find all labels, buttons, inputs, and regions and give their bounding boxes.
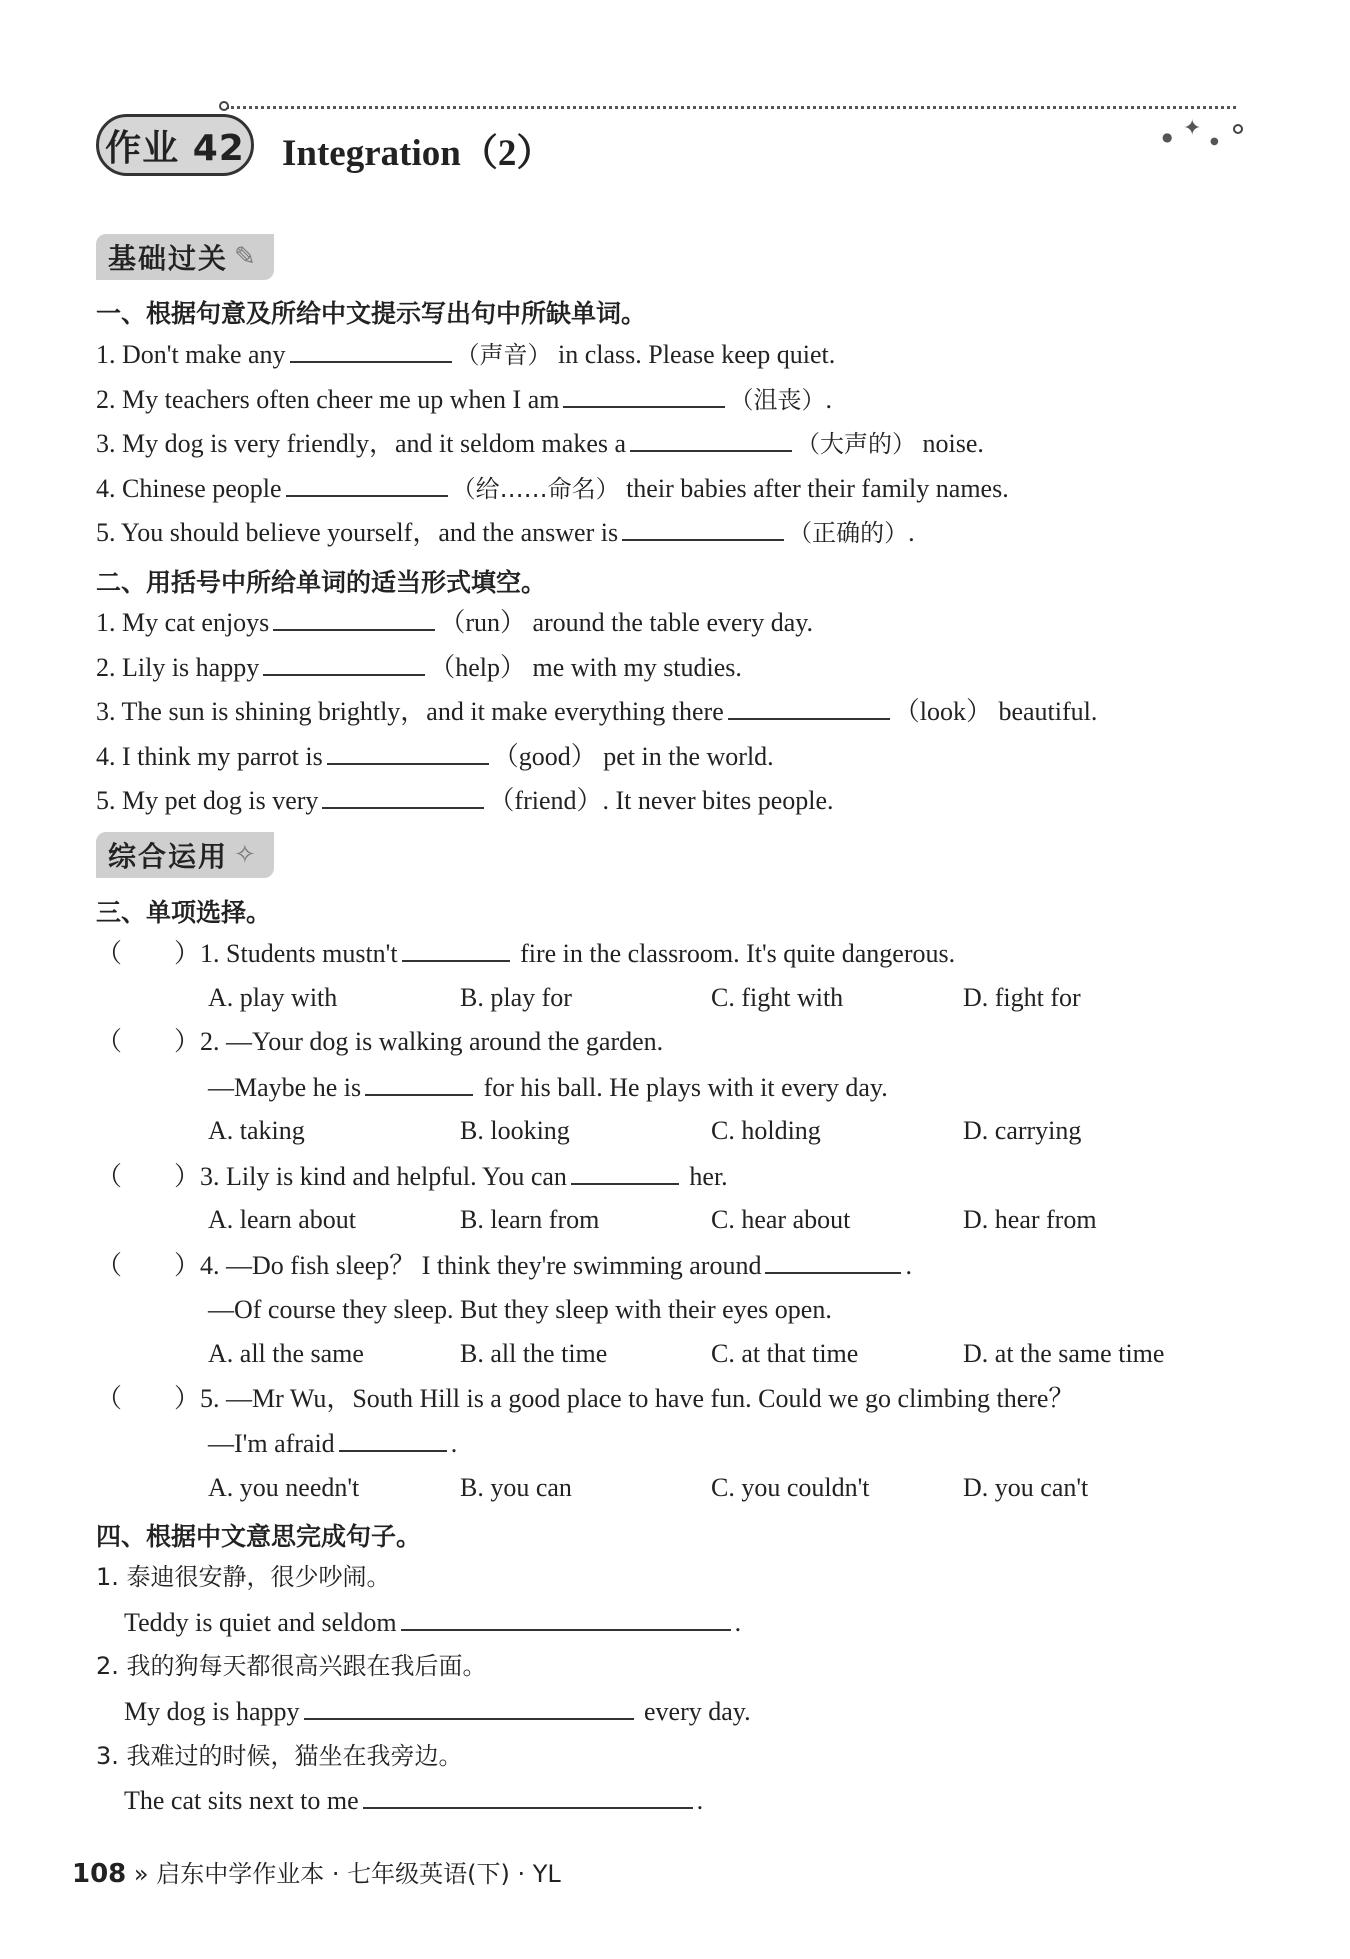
option-d[interactable]: D. at the same time <box>963 1339 1165 1368</box>
answer-blank[interactable] <box>401 1605 731 1631</box>
option-c[interactable]: C. at that time <box>711 1339 859 1368</box>
mc-question <box>96 936 955 971</box>
item-text: （run） around the table every day. <box>439 608 814 637</box>
sentence-text: . <box>734 1608 742 1637</box>
item-text: 5. My pet dog is very <box>96 786 319 815</box>
header-ring-right <box>1233 124 1243 134</box>
item-text: . <box>825 385 832 414</box>
question-number: ）2. <box>174 1027 220 1056</box>
answer-blank[interactable] <box>365 1070 473 1096</box>
item-hint: （给……命名） <box>451 475 620 503</box>
question-number: ）4. <box>174 1251 220 1280</box>
sentence-text: The cat sits next to me <box>124 1786 359 1815</box>
mc-question-line <box>208 1426 457 1461</box>
question-text: . <box>905 1251 912 1280</box>
answer-blank[interactable] <box>339 1426 447 1452</box>
option-b[interactable]: B. you can <box>460 1473 572 1502</box>
section-label: 基础过关 <box>108 242 229 275</box>
option-d[interactable]: D. carrying <box>963 1116 1082 1145</box>
sentence-text: . <box>696 1786 704 1815</box>
answer-blank[interactable] <box>290 337 452 363</box>
section-label: 综合运用 <box>108 840 229 873</box>
part1-heading: 一、根据句意及所给中文提示写出句中所缺单词。 <box>96 299 647 328</box>
option-d[interactable]: D. hear from <box>963 1205 1097 1234</box>
sentence-text: Teddy is quiet and seldom <box>124 1608 397 1637</box>
question-number: ）1. <box>174 939 220 968</box>
option-c[interactable]: C. hear about <box>711 1205 851 1234</box>
item-text: 1. My cat enjoys <box>96 608 270 637</box>
option-a[interactable]: A. taking <box>208 1116 305 1145</box>
part4-heading: 四、根据中文意思完成句子。 <box>96 1522 422 1551</box>
answer-blank[interactable] <box>304 1694 634 1720</box>
answer-blank[interactable] <box>765 1248 901 1274</box>
part4-chinese: 3. 我难过的时候，猫坐在我旁边。 <box>96 1742 463 1770</box>
page-title: Integration（2） <box>282 133 554 174</box>
answer-paren[interactable]: （ <box>96 1162 123 1191</box>
answer-blank[interactable] <box>571 1159 679 1185</box>
mc-question <box>96 1382 1074 1416</box>
item-text: . <box>908 518 915 547</box>
part1-item <box>96 382 832 417</box>
question-number: ）5. <box>174 1384 220 1413</box>
part1-item <box>96 426 984 461</box>
part2-item <box>96 739 774 774</box>
dot-icon: ● <box>1162 130 1173 144</box>
item-text: （help） me with my studies. <box>429 653 742 682</box>
part1-item <box>96 515 915 550</box>
question-text: —I'm afraid <box>208 1429 335 1458</box>
option-a[interactable]: A. you needn't <box>208 1473 360 1502</box>
part4-sentence <box>124 1694 751 1729</box>
option-d[interactable]: D. fight for <box>963 983 1081 1012</box>
option-a[interactable]: A. learn about <box>208 1205 357 1234</box>
page-footer <box>72 1854 561 1889</box>
header-dotted-line <box>226 106 1236 109</box>
item-text: 4. Chinese people <box>96 474 282 503</box>
question-number: ）3. <box>174 1162 220 1191</box>
question-text: —Of course they sleep. But they sleep with their eyes open. <box>208 1295 832 1324</box>
part4-sentence <box>124 1605 741 1640</box>
option-c[interactable]: C. you couldn't <box>711 1473 870 1502</box>
item-hint: （声音） <box>455 341 552 369</box>
section-tab-comprehensive <box>96 832 274 878</box>
page-number: 108 <box>72 1859 127 1889</box>
part3-heading: 三、单项选择。 <box>96 898 272 927</box>
question-text: Lily is kind and helpful. You can <box>226 1162 567 1191</box>
question-text: fire in the classroom. It's quite dangerous. <box>520 939 956 968</box>
item-text: noise. <box>916 429 984 458</box>
header-ring-left <box>219 101 229 111</box>
part4-chinese: 2. 我的狗每天都很高兴跟在我后面。 <box>96 1652 487 1680</box>
item-text: 4. I think my parrot is <box>96 742 323 771</box>
sparkle-icon: ✦ <box>1183 116 1202 141</box>
item-text: 3. My dog is very friendly，and it seldom makes a <box>96 429 627 458</box>
item-text: （friend）. It never bites people. <box>488 786 834 815</box>
part2-item <box>96 650 742 685</box>
item-text: 1. Don't make any <box>96 340 286 369</box>
part4-sentence <box>124 1783 703 1818</box>
part1-item <box>96 471 1009 506</box>
part2-item <box>96 605 813 640</box>
sentence-text: My dog is happy <box>124 1697 300 1726</box>
pencil-icon: ✎ <box>234 242 256 272</box>
item-text: （good） pet in the world. <box>492 742 774 771</box>
answer-paren[interactable]: （ <box>96 1027 123 1056</box>
option-c[interactable]: C. holding <box>711 1116 821 1145</box>
footer-text: 启东中学作业本 · 七年级英语(下) · YL <box>156 1860 561 1888</box>
part4-chinese: 1. 泰迪很安静，很少吵闹。 <box>96 1563 391 1591</box>
answer-blank[interactable] <box>728 694 890 720</box>
question-text: . <box>450 1429 458 1458</box>
option-c[interactable]: C. fight with <box>711 983 844 1012</box>
answer-blank[interactable] <box>363 1783 693 1809</box>
option-b[interactable]: B. looking <box>460 1116 570 1145</box>
answer-blank[interactable] <box>273 605 435 631</box>
item-text: 2. My teachers often cheer me up when I am <box>96 385 560 414</box>
item-hint: （正确的） <box>788 519 909 547</box>
question-text: for his ball. He plays with it every day. <box>483 1073 888 1102</box>
item-text: 2. Lily is happy <box>96 653 260 682</box>
homework-badge: 作业 42 <box>96 114 254 176</box>
item-text: their babies after their family names. <box>619 474 1009 503</box>
answer-blank[interactable] <box>402 936 510 962</box>
item-text: 5. You should believe yourself，and the answer is <box>96 518 619 547</box>
answer-blank[interactable] <box>563 382 725 408</box>
question-text: —Do fish sleep？ I think they're swimming around <box>226 1251 762 1280</box>
option-b[interactable]: B. learn from <box>460 1205 600 1234</box>
question-text: her. <box>689 1162 728 1191</box>
double-chevron-icon: » <box>133 1860 149 1888</box>
part2-item <box>96 694 1097 729</box>
option-b[interactable]: B. all the time <box>460 1339 608 1368</box>
answer-blank[interactable] <box>322 783 484 809</box>
mc-question-line <box>208 1293 832 1327</box>
question-text: —Mr Wu，South Hill is a good place to have fun. Could we go climbing there？ <box>226 1384 1075 1413</box>
item-text: 3. The sun is shining brightly，and it make everything there <box>96 697 724 726</box>
mc-question <box>96 1248 912 1283</box>
item-hint: （大声的） <box>796 430 917 458</box>
sentence-text: every day. <box>644 1697 751 1726</box>
answer-blank[interactable] <box>327 739 489 765</box>
question-text: —Your dog is walking around the garden. <box>226 1027 664 1056</box>
option-d[interactable]: D. you can't <box>963 1473 1089 1502</box>
section-tab-basic <box>96 234 274 280</box>
answer-paren[interactable]: （ <box>96 1384 123 1413</box>
part2-heading: 二、用括号中所给单词的适当形式填空。 <box>96 568 547 597</box>
dot-icon: ● <box>1210 136 1219 147</box>
answer-blank[interactable] <box>263 650 425 676</box>
answer-paren[interactable]: （ <box>96 1251 123 1280</box>
mc-question <box>96 1025 663 1059</box>
answer-blank[interactable] <box>630 426 792 452</box>
option-a[interactable]: A. play with <box>208 983 338 1012</box>
item-text: in class. Please keep quiet. <box>551 340 836 369</box>
question-text: Students mustn't <box>226 939 398 968</box>
mc-question <box>96 1159 728 1194</box>
item-hint: （沮丧） <box>729 386 826 414</box>
sparkle-icon: ✧ <box>234 840 256 870</box>
answer-blank[interactable] <box>286 471 448 497</box>
answer-paren[interactable]: （ <box>96 939 123 968</box>
option-a[interactable]: A. all the same <box>208 1339 364 1368</box>
part1-item <box>96 337 835 372</box>
mc-question-line <box>208 1070 888 1105</box>
item-text: （look） beautiful. <box>893 697 1098 726</box>
question-text: —Maybe he is <box>208 1073 362 1102</box>
part2-item <box>96 783 834 818</box>
option-b[interactable]: B. play for <box>460 983 572 1012</box>
answer-blank[interactable] <box>622 515 784 541</box>
